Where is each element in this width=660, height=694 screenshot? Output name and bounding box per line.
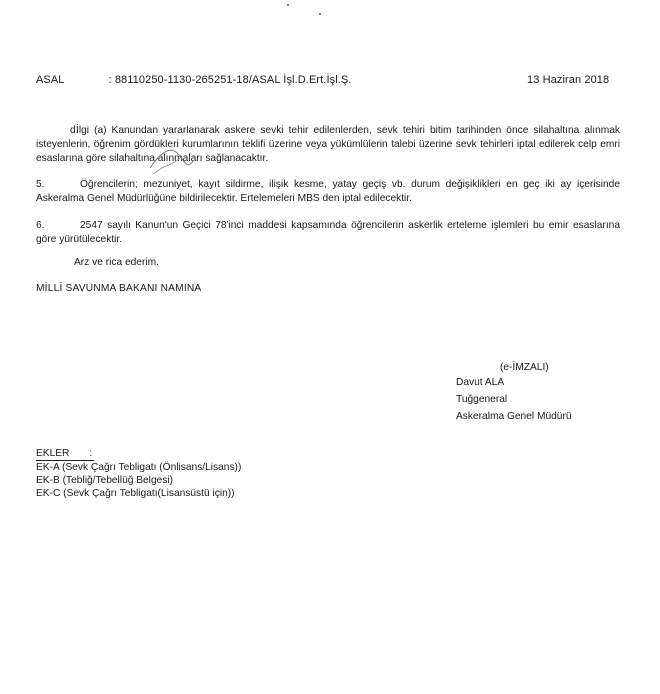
scan-speck bbox=[319, 13, 321, 15]
reference-number: : 88110250-1130-265251-18/ASAL İşl.D.Ert.İşl.Ş. bbox=[108, 74, 352, 86]
attachment-item: EK-A (Sevk Çağrı Tebligatı (Önlisans/Lisans)) bbox=[36, 462, 242, 473]
paragraph-number: 6. bbox=[36, 220, 45, 231]
scan-speck bbox=[287, 4, 289, 6]
signatory-title: Askeralma Genel Müdürü bbox=[456, 411, 572, 422]
attachments-section bbox=[36, 447, 241, 500]
attachment-item: EK-C (Sevk Çağrı Tebligatı(Lisansüstü için)) bbox=[36, 488, 235, 499]
on-behalf-line: MİLLİ SAVUNMA BAKANI NAMINA bbox=[36, 283, 202, 294]
attachments-heading: EKLER : bbox=[36, 448, 93, 459]
paragraph-6 bbox=[36, 219, 620, 247]
e-signature-note: (e-İMZALI) bbox=[500, 362, 549, 373]
signatory-name: Davut ALA bbox=[456, 377, 505, 388]
signatory-rank: Tuğgeneral bbox=[456, 394, 508, 405]
paragraph-text: İlgi (a) Kanundan yararlanarak askere sevki tehir edilenlerden, sevk tehiri bitim tarihinden önce silahaltına alınmak isteyenlerin, öğrenim gördükleri kurumlarının teklifi üzerine veya yükümlülerin talebi üzerine sevk tehirleri iptal edilerek celp emri esaslarına göre silahaltına alınmaları sağlanacaktır. bbox=[36, 125, 620, 164]
paragraph-d bbox=[36, 124, 620, 166]
sender-code: ASAL bbox=[36, 74, 65, 86]
paragraph-number: 5. bbox=[36, 179, 45, 190]
paragraph-text: Öğrencilerin; mezuniyet, kayıt sildirme, ilişik kesme, yatay geçiş vb. durum değişiklikleri en geç iki ay içerisinde Askeralma Genel Müdürlüğüne bildirilecektir. Ertelemeleri MBS den iptal edilecektir. bbox=[36, 179, 620, 204]
closing-phrase: Arz ve rica ederim. bbox=[74, 257, 159, 268]
document-date: 13 Haziran 2018 bbox=[527, 74, 610, 86]
handwritten-mark bbox=[146, 138, 198, 180]
attachment-item: EK-B (Tebliğ/Tebellüğ Belgesi) bbox=[36, 475, 174, 486]
paragraph-number: d. bbox=[70, 125, 79, 136]
paragraph-5 bbox=[36, 178, 620, 206]
reference-line bbox=[36, 74, 352, 86]
paragraph-text: 2547 sayılı Kanun'un Geçici 78'inci maddesi kapsamında öğrencilerin askerlik erteleme işlemleri bu emir esaslarına göre yürütülecektir. bbox=[36, 220, 620, 245]
